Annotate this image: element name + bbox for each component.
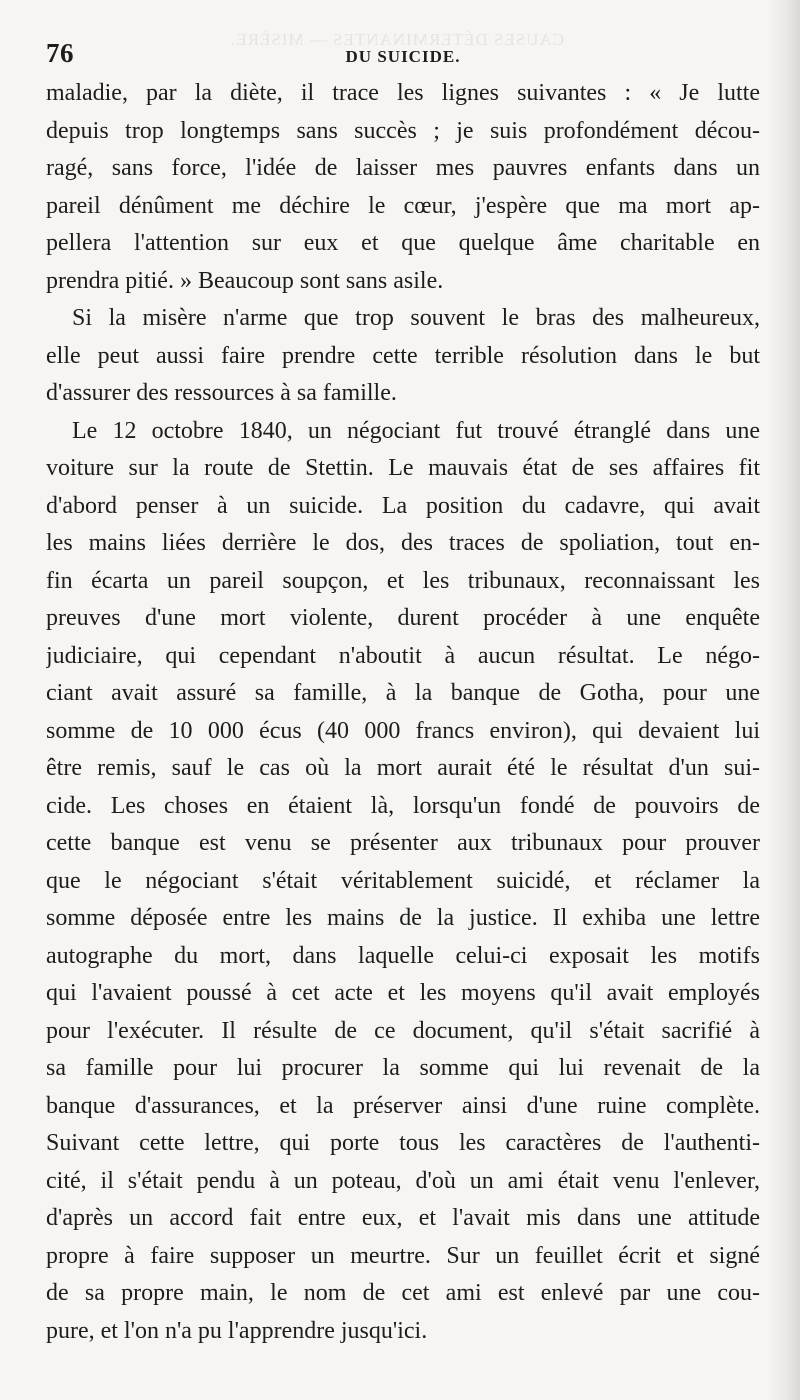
- text-line: Si la misère n'arme que trop souvent le bras des malheureux,: [72, 305, 760, 331]
- text-line: d'assurer des ressources à sa famille.: [46, 380, 397, 406]
- text-line: prendra pitié. » Beaucoup sont sans asile.: [46, 267, 444, 294]
- text-line: sa famille pour lui procurer la somme qui lui revenait de la: [46, 1055, 760, 1081]
- text-line: pure, et l'on n'a pu l'apprendre jusqu'ici.: [46, 1317, 428, 1344]
- text-line: être remis, sauf le cas où la mort aurait été le résultat d'un sui-: [46, 755, 760, 781]
- page-header: [46, 38, 760, 78]
- text-line: preuves d'une mort violente, durent procéder à une enquête: [46, 605, 760, 631]
- text-line: judiciaire, qui cependant n'aboutit à aucun résultat. Le négo-: [46, 642, 760, 669]
- text-line: propre à faire supposer un meurtre. Sur un feuillet écrit et signé: [46, 1242, 760, 1269]
- text-line: ciant avait assuré sa famille, à la banque de Gotha, pour une: [46, 680, 760, 706]
- text-line: elle peut aussi faire prendre cette terrible résolution dans le but: [46, 342, 760, 369]
- text-line: d'après un accord fait entre eux, et l'avait mis dans une attitude: [46, 1205, 760, 1231]
- text-line: les mains liées derrière le dos, des traces de spoliation, tout en-: [46, 530, 760, 556]
- text-line: maladie, par la diète, il trace les lignes suivantes : « Je lutte: [46, 80, 760, 106]
- text-line: cide. Les choses en étaient là, lorsqu'un fondé de pouvoirs de: [46, 792, 760, 819]
- text-line: pellera l'attention sur eux et que quelque âme charitable en: [46, 230, 760, 256]
- text-line: voiture sur la route de Stettin. Le mauvais état de ses affaires fit: [46, 455, 760, 481]
- text-line: somme de 10 000 écus (40 000 francs environ), qui devaient lui: [46, 717, 760, 744]
- text-line: depuis trop longtemps sans succès ; je suis profondément décou-: [46, 117, 760, 144]
- text-line: d'abord penser à un suicide. La position du cadavre, qui avait: [46, 492, 760, 519]
- page-edge-shadow: [766, 0, 800, 1400]
- page-number: 76: [46, 38, 74, 68]
- text-line: pour l'exécuter. Il résulte de ce document, qu'il s'était sacrifié à: [46, 1017, 760, 1044]
- text-line: somme déposée entre les mains de la justice. Il exhiba une lettre: [46, 905, 760, 931]
- text-line: Suivant cette lettre, qui porte tous les caractères de l'authenti-: [46, 1130, 760, 1156]
- text-line: cette banque est venu se présenter aux tribunaux pour prouver: [46, 830, 760, 856]
- text-line: cité, il s'était pendu à un poteau, d'où un ami était venu l'enlever,: [46, 1167, 760, 1194]
- text-line: Le 12 octobre 1840, un négociant fut trouvé étranglé dans une: [72, 417, 760, 444]
- text-line: fin écarta un pareil soupçon, et les tribunaux, reconnaissant les: [46, 567, 760, 594]
- text-line: qui l'avaient poussé à cet acte et les moyens qu'il avait employés: [46, 980, 760, 1006]
- show-through-text: CAUSES DÉTERMINANTES — MISÈRE.: [230, 30, 565, 49]
- text-line: de sa propre main, le nom de cet ami est enlevé par une cou-: [46, 1280, 760, 1306]
- text-line: pareil dénûment me déchire le cœur, j'espère que ma mort ap-: [46, 192, 760, 219]
- text-line: ragé, sans force, l'idée de laisser mes pauvres enfants dans un: [46, 155, 760, 181]
- text-line: que le négociant s'était véritablement suicidé, et réclamer la: [46, 867, 760, 894]
- running-head: DU SUICIDE.: [345, 47, 461, 66]
- text-line: banque d'assurances, et la préserver ainsi d'une ruine complète.: [46, 1092, 760, 1119]
- text-line: autographe du mort, dans laquelle celui-ci exposait les motifs: [46, 942, 760, 969]
- body-text: [46, 75, 760, 1350]
